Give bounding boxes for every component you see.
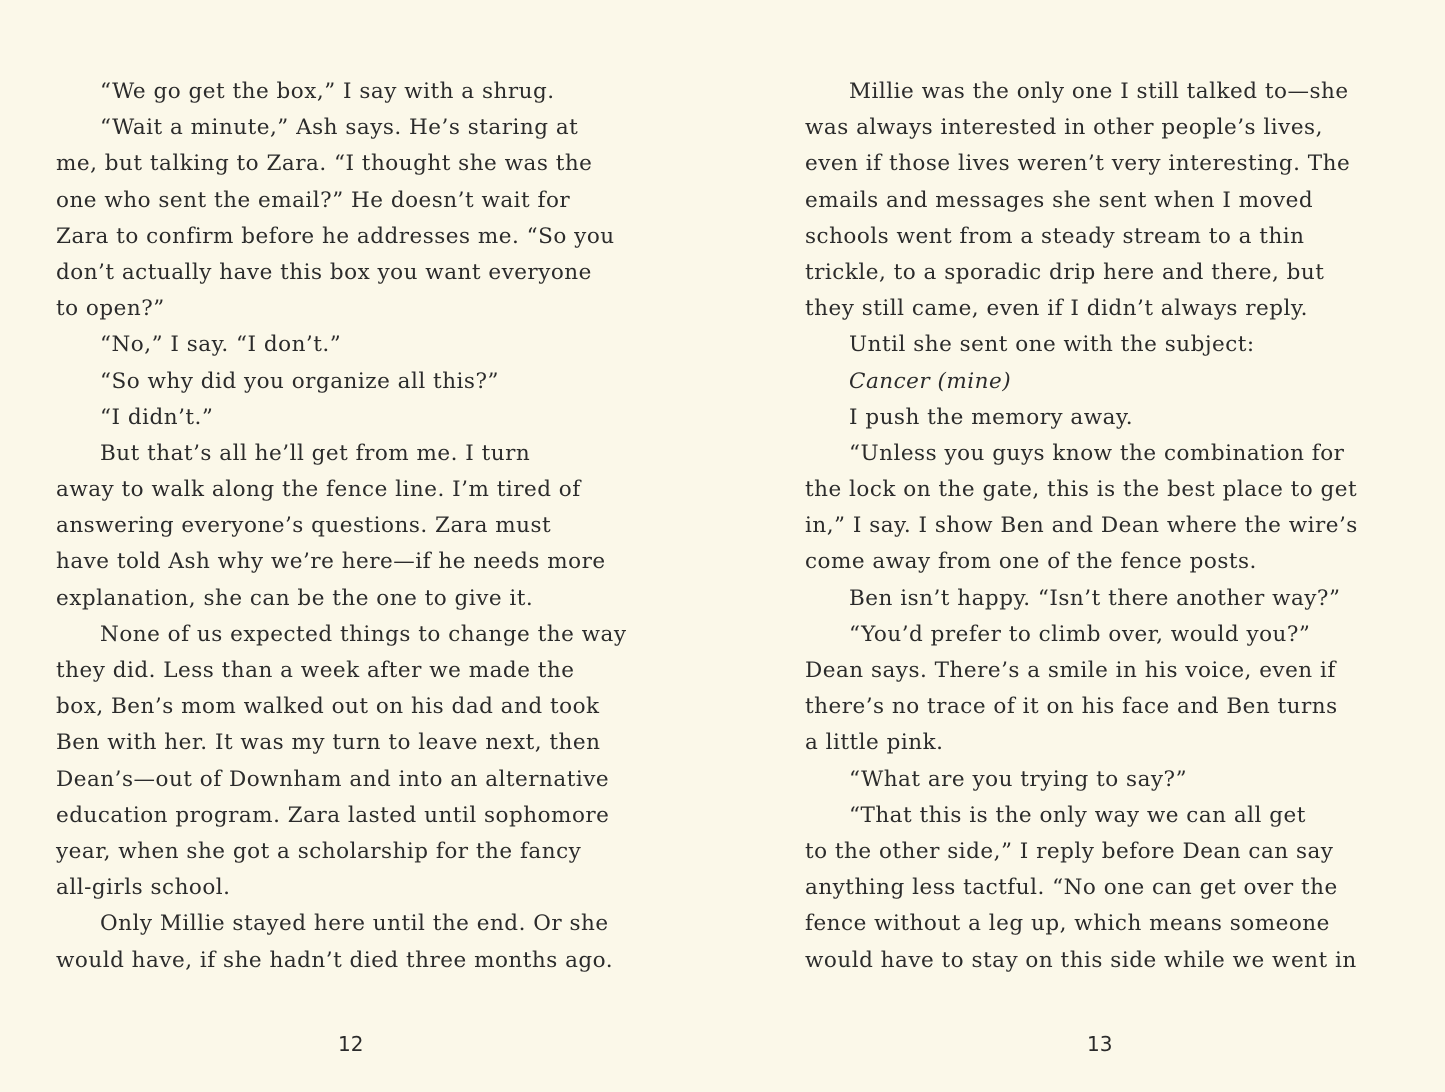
text-line: the lock on the gate, this is the best place to get bbox=[805, 477, 1358, 503]
text-line: Dean’s—out of Downham and into an alternative bbox=[56, 766, 610, 792]
text-line: in,” I say. I show Ben and Dean where the wire’s bbox=[805, 513, 1358, 539]
text-line: Ben isn’t happy. “Isn’t there another way?” bbox=[849, 585, 1341, 611]
text-line: answering everyone’s questions. Zara must bbox=[56, 513, 552, 539]
text-line: even if those lives weren’t very interesting. The bbox=[805, 151, 1351, 177]
text-line: was always interested in other people’s lives, bbox=[805, 115, 1323, 141]
text-line: they still came, even if I didn’t always reply. bbox=[805, 296, 1308, 322]
text-line: me, but talking to Zara. “I thought she was the bbox=[56, 151, 593, 177]
text-line: Until she sent one with the subject: bbox=[849, 332, 1255, 358]
text-line: there’s no trace of it on his face and Ben turns bbox=[805, 694, 1338, 720]
text-line: Dean says. There’s a smile in his voice, even if bbox=[805, 658, 1336, 683]
text-line: emails and messages she sent when I moved bbox=[805, 187, 1314, 213]
text-line: education program. Zara lasted until sophomore bbox=[56, 802, 610, 828]
text-line: come away from one of the fence posts. bbox=[805, 549, 1257, 575]
text-line: box, Ben’s mom walked out on his dad and took bbox=[56, 694, 600, 720]
text-line: a little pink. bbox=[805, 730, 944, 756]
text-line: schools went from a steady stream to a thin bbox=[805, 223, 1305, 249]
text-line: have told Ash why we’re here—if he needs more bbox=[56, 549, 606, 575]
right-page-text bbox=[805, 74, 1395, 979]
text-line: “I didn’t.” bbox=[100, 404, 214, 430]
text-line: “Wait a minute,” Ash says. He’s staring at bbox=[100, 115, 579, 141]
text-line: all-girls school. bbox=[56, 875, 231, 901]
text-line: But that’s all he’ll get from me. I turn bbox=[100, 440, 531, 466]
text-line: “We go get the box,” I say with a shrug. bbox=[100, 79, 555, 104]
text-line: “Unless you guys know the combination for bbox=[849, 440, 1345, 466]
text-line: Millie was the only one I still talked to—she bbox=[849, 79, 1349, 104]
text-line: I push the memory away. bbox=[849, 404, 1134, 430]
text-line: “No,” I say. “I don’t.” bbox=[100, 332, 342, 358]
text-line: “That this is the only way we can all get bbox=[849, 802, 1306, 828]
text-line: trickle, to a sporadic drip here and there, but bbox=[805, 259, 1325, 285]
text-line: “You’d prefer to climb over, would you?” bbox=[849, 621, 1311, 647]
text-line: anything less tactful. “No one can get over the bbox=[805, 875, 1338, 901]
text-line: Zara to confirm before he addresses me. “So you bbox=[56, 223, 615, 249]
text-line: Ben with her. It was my turn to leave next, then bbox=[56, 730, 601, 756]
text-line: away to walk along the fence line. I’m tired of bbox=[56, 477, 581, 503]
text-line: they did. Less than a week after we made the bbox=[56, 658, 575, 683]
text-line: don’t actually have this box you want everyone bbox=[56, 259, 592, 285]
left-page-text bbox=[56, 74, 656, 979]
page-number-right: 13 bbox=[1087, 1032, 1113, 1056]
text-line: explanation, she can be the one to give it. bbox=[56, 585, 534, 611]
text-line: would have to stay on this side while we went in bbox=[805, 947, 1357, 973]
text-line: to the other side,” I reply before Dean can say bbox=[805, 838, 1334, 864]
text-line: one who sent the email?” He doesn’t wait for bbox=[56, 187, 571, 213]
text-line: “So why did you organize all this?” bbox=[100, 368, 499, 394]
text-line: year, when she got a scholarship for the fancy bbox=[56, 838, 582, 864]
text-line: to open?” bbox=[56, 296, 165, 322]
page-number-left: 12 bbox=[338, 1032, 364, 1056]
text-line: “What are you trying to say?” bbox=[849, 766, 1188, 792]
text-line: would have, if she hadn’t died three months ago. bbox=[56, 947, 614, 973]
text-line: None of us expected things to change the way bbox=[100, 621, 627, 647]
text-line: fence without a leg up, which means someone bbox=[805, 911, 1330, 937]
text-line: Only Millie stayed here until the end. Or she bbox=[100, 911, 609, 937]
text-line: Cancer (mine) bbox=[849, 368, 1012, 394]
